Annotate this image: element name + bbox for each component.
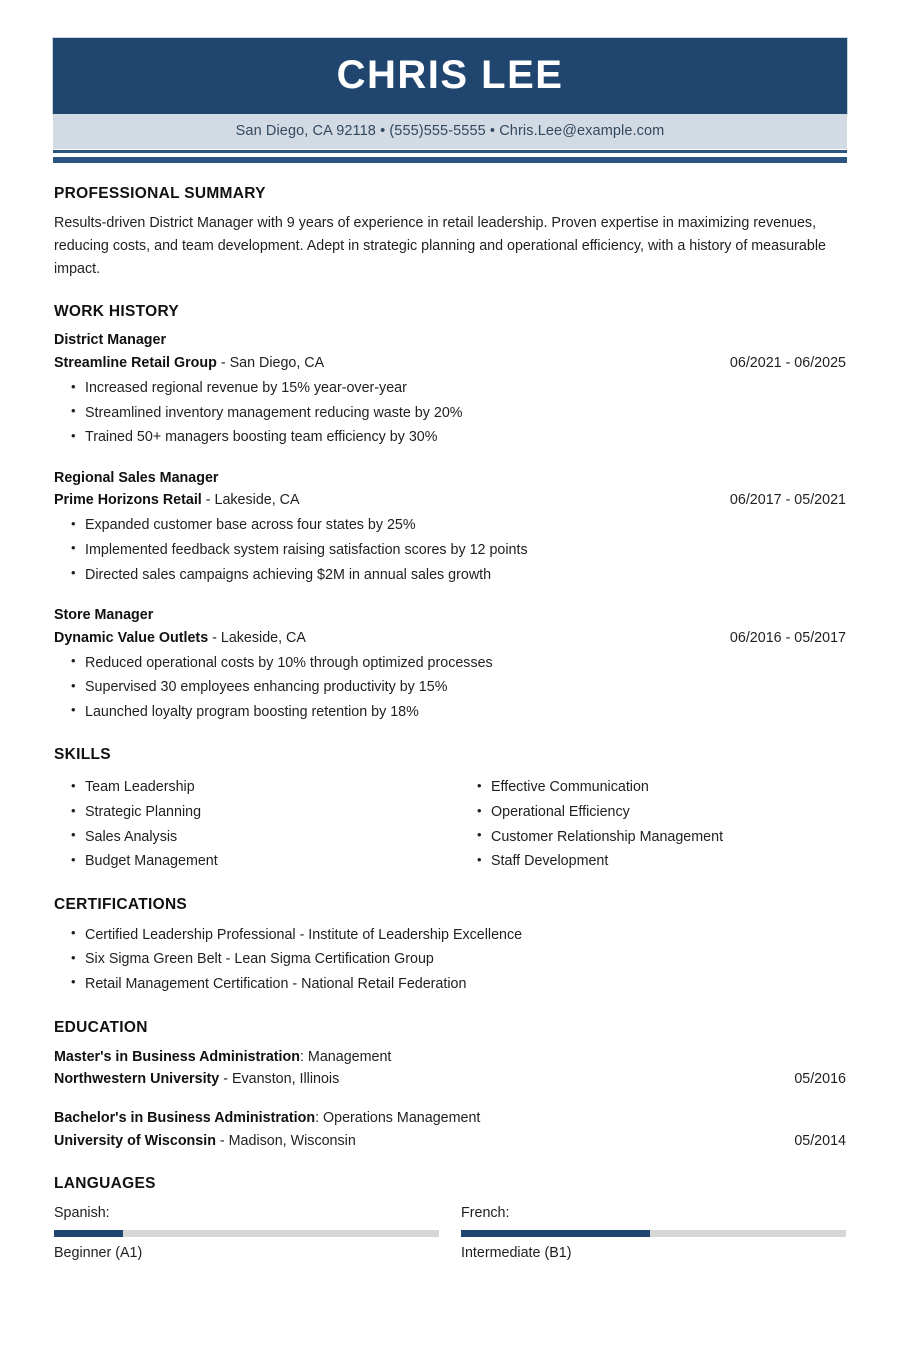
languages-row <box>54 1202 846 1264</box>
job-bullet: • Trained 50+ managers boosting team efficiency by 30% <box>54 425 846 450</box>
job-bullets <box>54 376 846 450</box>
job-company-name: Dynamic Value Outlets <box>54 629 209 646</box>
education-date: 05/2014 <box>794 1133 846 1150</box>
job-dates: 06/2016 - 05/2017 <box>729 629 846 646</box>
section-title-work-history: WORK HISTORY <box>54 303 180 321</box>
skill-item: • Strategic Planning <box>54 800 450 825</box>
work-entry <box>54 330 846 449</box>
work-entry <box>54 468 846 587</box>
job-dates: 06/2017 - 05/2021 <box>729 492 846 509</box>
job-dates: 06/2021 - 06/2025 <box>729 354 846 371</box>
section-skills <box>54 746 846 873</box>
job-bullets <box>54 651 846 725</box>
section-title-summary: PROFESSIONAL SUMMARY <box>54 185 266 202</box>
job-bullet: • Expanded customer base across four states by 25% <box>54 513 846 538</box>
section-work-history <box>54 303 846 724</box>
certification-item: • Certified Leadership Professional - Institute of Leadership Excellence <box>54 923 846 948</box>
job-location: - San Diego, CA <box>216 354 325 371</box>
section-title-languages: LANGUAGES <box>54 1175 156 1192</box>
section-languages <box>54 1175 846 1264</box>
job-company-row <box>54 352 846 374</box>
job-company-name: Streamline Retail Group <box>54 354 217 371</box>
section-title-education: EDUCATION <box>54 1018 148 1036</box>
education-degree: Bachelor's in Business Administration <box>54 1110 316 1127</box>
education-field: : Operations Management <box>315 1110 481 1127</box>
candidate-name: CHRIS LEE <box>336 53 564 97</box>
skills-list-right <box>460 775 846 873</box>
education-location: - Evanston, Illinois <box>219 1071 340 1088</box>
skill-item: • Budget Management <box>54 849 450 874</box>
education-degree-row <box>54 1107 846 1130</box>
section-education <box>54 1019 846 1154</box>
job-bullet: • Increased regional revenue by 15% year-over-year <box>54 376 846 401</box>
contact-banner <box>53 114 847 149</box>
section-certifications <box>54 896 846 997</box>
job-company-name: Prime Horizons Retail <box>54 492 202 509</box>
skill-item: • Staff Development <box>460 849 846 874</box>
skill-item: • Operational Efficiency <box>460 800 846 825</box>
resume-header <box>53 38 847 163</box>
education-school-name: Northwestern University <box>54 1071 220 1088</box>
skill-item: • Effective Communication <box>460 775 846 800</box>
job-company <box>54 627 306 649</box>
certification-item: • Six Sigma Green Belt - Lean Sigma Certification Group <box>54 947 846 972</box>
job-bullets <box>54 513 846 587</box>
language-level: Intermediate (B1) <box>461 1245 572 1262</box>
language-level: Beginner (A1) <box>54 1245 143 1262</box>
language-proficiency-fill <box>54 1230 123 1237</box>
job-company-row <box>54 627 846 649</box>
skills-column-right <box>450 773 846 873</box>
language-proficiency-fill <box>461 1230 650 1237</box>
job-company <box>54 352 324 374</box>
education-entry <box>54 1107 846 1153</box>
job-bullet: • Supervised 30 employees enhancing productivity by 15% <box>54 675 846 700</box>
language-proficiency-track <box>54 1230 439 1237</box>
name-banner <box>53 38 847 114</box>
job-bullet: • Implemented feedback system raising satisfaction scores by 12 points <box>54 538 846 563</box>
certification-item: • Retail Management Certification - National Retail Federation <box>54 972 846 997</box>
education-field: : Management <box>299 1048 392 1065</box>
job-bullet: • Directed sales campaigns achieving $2M in annual sales growth <box>54 563 846 588</box>
job-bullet: • Launched loyalty program boosting retention by 18% <box>54 700 846 725</box>
work-entry <box>54 605 846 724</box>
education-location: - Madison, Wisconsin <box>215 1133 356 1150</box>
education-degree-row <box>54 1046 846 1069</box>
job-title: Store Manager <box>54 607 154 624</box>
resume-body <box>53 185 847 1264</box>
language-proficiency-track <box>461 1230 846 1237</box>
job-bullet: • Reduced operational costs by 10% through optimized processes <box>54 651 846 676</box>
education-date: 05/2016 <box>794 1071 846 1088</box>
section-title-skills: SKILLS <box>54 746 111 764</box>
education-school <box>54 1068 339 1091</box>
skills-list-left <box>54 775 450 873</box>
education-school-name: University of Wisconsin <box>54 1133 216 1150</box>
skill-item: • Team Leadership <box>54 775 450 800</box>
resume-sheet <box>53 0 847 1264</box>
job-bullet: • Streamlined inventory management reducing waste by 20% <box>54 401 846 426</box>
section-professional-summary <box>54 185 846 281</box>
skill-item: • Customer Relationship Management <box>460 825 846 850</box>
education-school <box>54 1130 356 1153</box>
skills-columns <box>54 773 846 873</box>
education-school-row <box>54 1068 846 1091</box>
language-entry-spanish <box>54 1202 450 1264</box>
job-title: Regional Sales Manager <box>54 469 219 486</box>
education-entry <box>54 1046 846 1092</box>
skills-column-left <box>54 773 450 873</box>
education-school-row <box>54 1130 846 1153</box>
header-rule-thick <box>53 157 847 163</box>
section-title-certifications: CERTIFICATIONS <box>54 895 188 913</box>
job-location: - Lakeside, CA <box>208 629 306 646</box>
job-title: District Manager <box>54 332 167 349</box>
job-location: - Lakeside, CA <box>201 492 300 509</box>
job-company-row <box>54 489 846 511</box>
language-name: Spanish: <box>54 1205 110 1221</box>
skill-item: • Sales Analysis <box>54 825 450 850</box>
education-degree: Master's in Business Administration <box>54 1048 300 1065</box>
job-company <box>54 489 300 511</box>
contact-line: San Diego, CA 92118 • (555)555-5555 • Chris.Lee@example.com <box>235 123 665 139</box>
summary-paragraph: Results-driven District Manager with 9 years of experience in retail leadership. Proven expertise in maximizing revenues, reducing costs, and team development. Adept in strategic planning and operational efficiency, with a history of measurable impact. <box>54 215 826 278</box>
language-name: French: <box>461 1205 510 1221</box>
language-entry-french <box>450 1202 846 1264</box>
certifications-list <box>54 923 846 997</box>
